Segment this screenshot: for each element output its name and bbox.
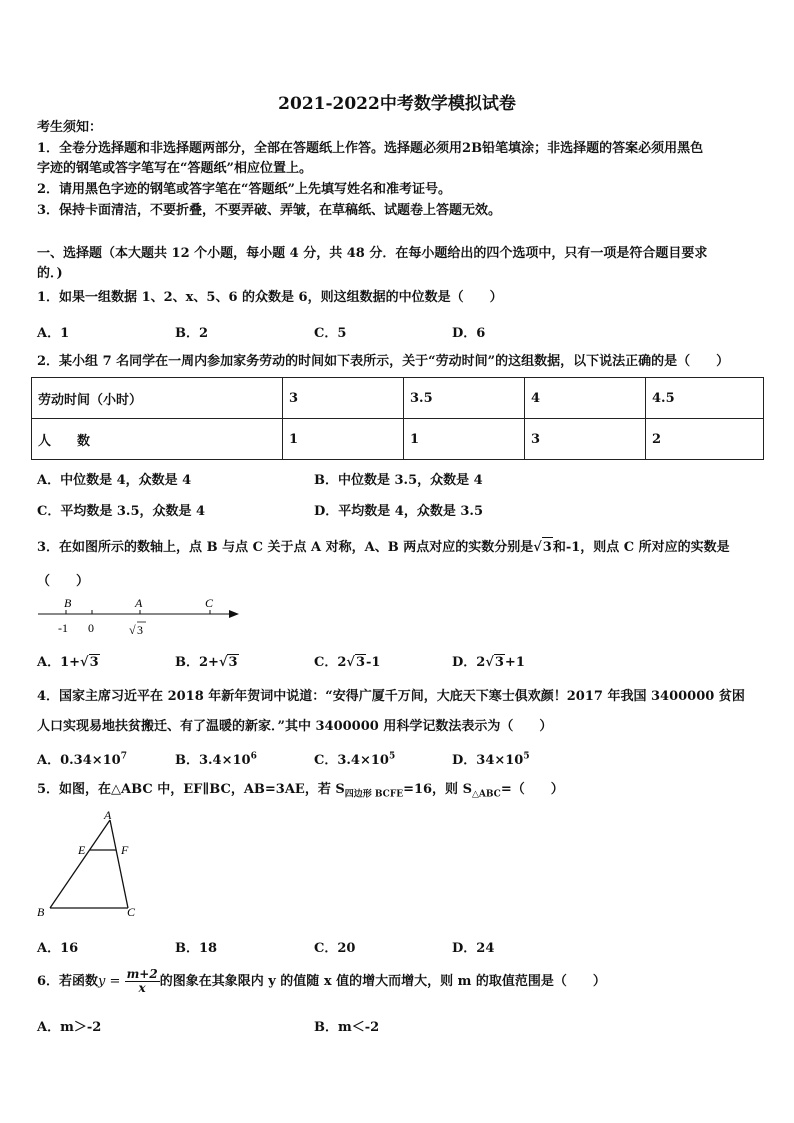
- option-text-suffix: -1: [366, 655, 381, 670]
- q2-option-d[interactable]: D．平均数是 4，众数是 3.5: [314, 504, 483, 519]
- label-a: A: [135, 596, 143, 610]
- radicand: 3: [228, 655, 238, 670]
- q6-fraction: [125, 968, 160, 995]
- exponent: 6: [250, 751, 257, 762]
- fraction-numerator: m+2: [126, 967, 158, 981]
- sqrt-symbol: √: [346, 655, 355, 670]
- q1-option-a[interactable]: A．1: [37, 326, 70, 341]
- q6-y-variable: y: [98, 974, 106, 989]
- section-heading: 一、选择题（本大题共 12 个小题，每小题 4 分，共 48 分．在每小题给出的四个选项中，只有一项是符合题目要求: [37, 246, 708, 261]
- exponent: 5: [523, 751, 530, 762]
- q3-stem-part1: 3．在如图所示的数轴上，点 B 与点 C 关于点 A 对称，A、B 两点对应的实数分别是: [37, 540, 534, 555]
- q2-option-b[interactable]: B．中位数是 3.5，众数是 4: [314, 473, 483, 488]
- q4-option-a[interactable]: [37, 749, 127, 768]
- table-cell: 4: [525, 378, 646, 419]
- table-cell: 4.5: [646, 378, 764, 419]
- q6-stem-part2: 的图象在其象限内 y 的值随 x 值的增大而增大，则 m 的取值范围是（ ）: [159, 974, 606, 989]
- label-b: B: [64, 596, 72, 610]
- q3-stem-part2: 和-1，则点 C 所对应的实数是: [552, 540, 730, 555]
- notice-item-1-cont: 字迹的钢笔或答字笔写在“答题纸”相应位置上。: [37, 161, 312, 176]
- q6-equals: =: [105, 974, 125, 989]
- question-1-stem: 1．如果一组数据 1、2、x、5、6 的众数是 6，则这组数据的中位数是（ ）: [37, 290, 503, 305]
- table-row: [32, 378, 764, 419]
- page-title: 2021-2022中考数学模拟试卷: [278, 94, 516, 114]
- label-sqrt3: 3: [137, 623, 143, 637]
- table-cell: 2: [646, 419, 764, 460]
- q5-stem-part1: 5．如图，在△ABC 中，EF∥BC，AB=3AE，若 S: [37, 782, 345, 797]
- q5-stem-part3: =（ ）: [500, 782, 564, 797]
- option-text: C．3.4×10: [314, 753, 389, 768]
- question-3-stem: [37, 537, 730, 558]
- question-4-stem-cont: 人口实现易地扶贫搬迁、有了温暖的新家．”其中 3400000 用科学记数法表示为（ ）: [37, 719, 553, 734]
- option-text: B．2+: [175, 655, 219, 670]
- q2-option-c[interactable]: C．平均数是 3.5，众数是 4: [37, 504, 206, 519]
- vertex-a-label: A: [104, 808, 112, 822]
- sqrt-symbol: √: [218, 655, 228, 670]
- q5-stem-part2: =16，则 S: [403, 782, 472, 797]
- sqrt-symbol: √: [485, 655, 494, 670]
- table-cell: 1: [283, 419, 404, 460]
- table-cell: 1: [404, 419, 525, 460]
- q4-option-d[interactable]: [452, 749, 530, 768]
- notice-heading: 考生须知：: [37, 120, 103, 135]
- q3-stem-paren: （ ）: [37, 574, 90, 589]
- option-text: A．1+: [37, 655, 81, 670]
- table-cell: 人 数: [32, 419, 283, 460]
- q5-subscript-triangle: △ABC: [471, 789, 501, 800]
- question-6-stem: [37, 964, 606, 1000]
- q5-option-c[interactable]: C．20: [314, 941, 356, 956]
- point-f-label: F: [121, 843, 129, 857]
- q5-triangle-figure: [30, 808, 150, 926]
- q5-option-a[interactable]: A．16: [37, 941, 79, 956]
- option-text: D．34×10: [452, 753, 524, 768]
- option-text: D．2: [452, 655, 486, 670]
- sqrt-symbol: √: [129, 623, 136, 637]
- q5-option-d[interactable]: D．24: [452, 941, 495, 956]
- side-ab: [50, 820, 110, 908]
- q3-option-b[interactable]: [175, 651, 239, 670]
- q1-option-c[interactable]: C．5: [314, 326, 347, 341]
- option-text-suffix: +1: [504, 655, 525, 670]
- q6-stem-part1: 6．若函数: [37, 974, 99, 989]
- option-text: B．3.4×10: [175, 753, 251, 768]
- point-e-label: E: [78, 843, 86, 857]
- label-zero: 0: [88, 621, 94, 635]
- section-heading-cont: 的．): [37, 266, 63, 281]
- q5-option-b[interactable]: B．18: [175, 941, 218, 956]
- option-text: C．2: [314, 655, 347, 670]
- label-c: C: [205, 596, 214, 610]
- q3-option-c[interactable]: [314, 651, 380, 670]
- q4-option-b[interactable]: [175, 749, 257, 768]
- table-cell: 3: [283, 378, 404, 419]
- notice-item-1: 1．全卷分选择题和非选择题两部分，全部在答题纸上作答。选择题必须用2B铅笔填涂；非选择题的答案必须用黑色: [37, 141, 704, 156]
- label-minus-one: -1: [58, 621, 68, 635]
- radicand: 3: [494, 655, 504, 670]
- q1-option-b[interactable]: B．2: [175, 326, 209, 341]
- q2-option-a[interactable]: A．中位数是 4，众数是 4: [37, 473, 192, 488]
- question-4-stem: 4．国家主席习近平在 2018 年新年贺词中说道：“安得广厦千万间，大庇天下寒士俱欢颜！2017 年我国 3400000 贫困: [37, 689, 745, 704]
- table-cell: 3.5: [404, 378, 525, 419]
- table-cell: 劳动时间（小时）: [32, 378, 283, 419]
- q5-subscript-quadrilateral: 四边形 BCFE: [344, 789, 404, 800]
- radicand: 3: [89, 655, 99, 670]
- number-line-arrow: [229, 610, 239, 618]
- sqrt-symbol: √: [80, 655, 89, 670]
- option-text: A．0.34×10: [37, 753, 121, 768]
- q3-number-line-figure: [30, 594, 250, 644]
- vertex-c-label: C: [127, 905, 136, 919]
- notice-item-3: 3．保持卡面清洁，不要折叠，不要弄破、弄皱，在草稿纸、试题卷上答题无效。: [37, 203, 502, 218]
- q3-option-a[interactable]: [37, 651, 100, 670]
- question-2-stem: 2．某小组 7 名同学在一周内参加家务劳动的时间如下表所示，关于“劳动时间”的这组数据，以下说法正确的是（ ）: [37, 354, 730, 369]
- q3-stem-radicand: 3: [542, 537, 553, 558]
- vertex-b-label: B: [37, 905, 45, 919]
- table-cell: 3: [525, 419, 646, 460]
- table-row: [32, 419, 764, 460]
- q6-option-a[interactable]: A．m＞-2: [37, 1020, 102, 1035]
- notice-item-2: 2．请用黑色字迹的钢笔或答字笔在“答题纸”上先填写姓名和准考证号。: [37, 182, 452, 197]
- side-ac: [110, 820, 128, 908]
- q6-option-b[interactable]: B．m＜-2: [314, 1020, 380, 1035]
- exponent: 5: [388, 751, 396, 762]
- exponent: 7: [120, 751, 127, 762]
- radicand: 3: [355, 655, 365, 670]
- q4-option-c[interactable]: [314, 749, 395, 768]
- fraction-denominator: x: [138, 981, 146, 995]
- question-5-stem: [37, 780, 564, 805]
- q2-data-table: [31, 377, 764, 460]
- sqrt-symbol: √: [533, 540, 542, 555]
- q1-option-d[interactable]: D．6: [452, 326, 486, 341]
- q3-option-d[interactable]: [452, 651, 525, 670]
